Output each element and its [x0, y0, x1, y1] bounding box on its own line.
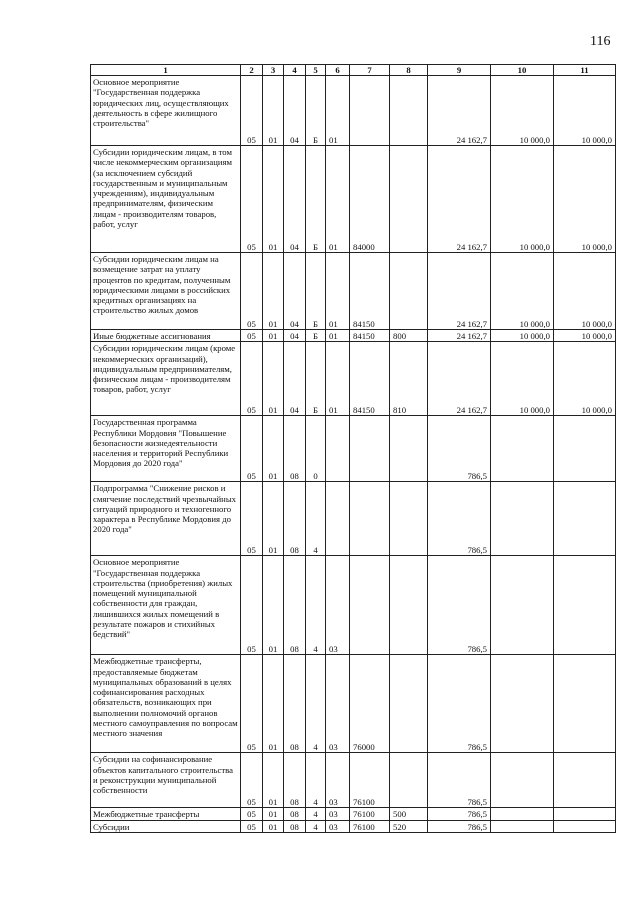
cell-direction: 84000 [350, 146, 390, 253]
cell-amount-11 [554, 556, 616, 655]
cell-section: 05 [241, 253, 263, 330]
table-row [91, 820, 616, 832]
cell-amount-9: 24 162,7 [428, 330, 491, 342]
cell-activity: 01 [326, 330, 350, 342]
cell-section: 05 [241, 482, 263, 556]
cell-amount-10 [491, 556, 554, 655]
cell-program: 04 [284, 342, 306, 416]
row-name: Основное мероприятие "Государственная поддержка строительства (приобретения) жилых помещений муниципальной собственности для граждан, лишившихся жилых помещений в результате пожаров и стихийных бедствий" [91, 556, 241, 655]
cell-expense-type [390, 753, 428, 808]
cell-subprogram: 4 [306, 820, 326, 832]
cell-direction: 76100 [350, 820, 390, 832]
cell-section: 05 [241, 416, 263, 482]
cell-amount-11: 10 000,0 [554, 253, 616, 330]
cell-activity: 03 [326, 808, 350, 820]
table-row [91, 556, 616, 655]
cell-direction: 84150 [350, 342, 390, 416]
cell-direction: 76000 [350, 655, 390, 753]
cell-direction [350, 416, 390, 482]
cell-expense-type [390, 76, 428, 146]
cell-section: 05 [241, 556, 263, 655]
cell-subsection: 01 [263, 76, 284, 146]
cell-program: 08 [284, 808, 306, 820]
row-name: Государственная программа Республики Мордовия "Повышение безопасности жизнедеятельности населения и территорий Республики Мордовия до 2020 года" [91, 416, 241, 482]
cell-direction: 76100 [350, 753, 390, 808]
cell-activity: 03 [326, 820, 350, 832]
cell-direction: 76100 [350, 808, 390, 820]
header-cell: 10 [491, 65, 554, 76]
budget-table [90, 64, 616, 833]
cell-subsection: 01 [263, 146, 284, 253]
cell-activity: 03 [326, 556, 350, 655]
cell-program: 08 [284, 482, 306, 556]
cell-subprogram: 4 [306, 753, 326, 808]
cell-amount-11 [554, 753, 616, 808]
table-row [91, 253, 616, 330]
cell-expense-type: 500 [390, 808, 428, 820]
table-row [91, 808, 616, 820]
table-row [91, 146, 616, 253]
cell-expense-type [390, 416, 428, 482]
cell-section: 05 [241, 753, 263, 808]
header-cell: 7 [350, 65, 390, 76]
cell-amount-11 [554, 416, 616, 482]
cell-subprogram: Б [306, 342, 326, 416]
cell-amount-10: 10 000,0 [491, 253, 554, 330]
cell-subprogram: 4 [306, 482, 326, 556]
cell-amount-11 [554, 482, 616, 556]
header-cell: 6 [326, 65, 350, 76]
row-name: Межбюджетные трансферты, предоставляемые бюджетам муниципальных образований в целях софинансирования расходных обязательств, возникающих при выполнении полномочий органов местного самоуправления по вопросам местного значения [91, 655, 241, 753]
cell-expense-type: 810 [390, 342, 428, 416]
cell-amount-9: 786,5 [428, 753, 491, 808]
cell-amount-9: 786,5 [428, 416, 491, 482]
cell-amount-10 [491, 808, 554, 820]
cell-amount-10: 10 000,0 [491, 342, 554, 416]
cell-program: 08 [284, 416, 306, 482]
row-name: Субсидии [91, 820, 241, 832]
table-row [91, 342, 616, 416]
cell-direction [350, 482, 390, 556]
table-row [91, 482, 616, 556]
cell-amount-9: 24 162,7 [428, 146, 491, 253]
cell-activity: 03 [326, 655, 350, 753]
cell-amount-9: 24 162,7 [428, 253, 491, 330]
cell-activity: 01 [326, 146, 350, 253]
cell-amount-10 [491, 655, 554, 753]
cell-section: 05 [241, 146, 263, 253]
cell-amount-11: 10 000,0 [554, 146, 616, 253]
header-cell: 5 [306, 65, 326, 76]
cell-subsection: 01 [263, 556, 284, 655]
cell-section: 05 [241, 655, 263, 753]
cell-activity: 01 [326, 76, 350, 146]
cell-subsection: 01 [263, 342, 284, 416]
row-name: Иные бюджетные ассигнования [91, 330, 241, 342]
cell-amount-10: 10 000,0 [491, 146, 554, 253]
cell-amount-10: 10 000,0 [491, 330, 554, 342]
cell-expense-type [390, 146, 428, 253]
cell-program: 04 [284, 76, 306, 146]
cell-subprogram: Б [306, 146, 326, 253]
header-cell: 1 [91, 65, 241, 76]
cell-amount-9: 786,5 [428, 808, 491, 820]
cell-amount-11: 10 000,0 [554, 76, 616, 146]
row-name: Подпрограмма "Снижение рисков и смягчение последствий чрезвычайных ситуаций природного и техногенного характера в Республике Мордовия до 2020 года" [91, 482, 241, 556]
cell-activity [326, 416, 350, 482]
row-name: Субсидии на софинансирование объектов капитального строительства и реконструкции муниципальной собственности [91, 753, 241, 808]
cell-amount-9: 24 162,7 [428, 342, 491, 416]
cell-program: 04 [284, 146, 306, 253]
cell-expense-type: 520 [390, 820, 428, 832]
cell-amount-9: 786,5 [428, 820, 491, 832]
cell-subsection: 01 [263, 482, 284, 556]
row-name: Субсидии юридическим лицам (кроме некоммерческих организаций), индивидуальным предпринимателям, физическим лицам - производителям товаров, работ, услуг [91, 342, 241, 416]
cell-subprogram: 4 [306, 655, 326, 753]
cell-amount-10 [491, 820, 554, 832]
cell-section: 05 [241, 330, 263, 342]
cell-program: 08 [284, 556, 306, 655]
cell-amount-10 [491, 482, 554, 556]
cell-amount-11 [554, 808, 616, 820]
cell-direction [350, 556, 390, 655]
cell-program: 08 [284, 655, 306, 753]
cell-amount-11 [554, 820, 616, 832]
cell-section: 05 [241, 808, 263, 820]
cell-direction [350, 76, 390, 146]
cell-amount-10: 10 000,0 [491, 76, 554, 146]
table-row [91, 655, 616, 753]
cell-amount-11 [554, 655, 616, 753]
header-cell: 2 [241, 65, 263, 76]
cell-activity: 01 [326, 253, 350, 330]
cell-program: 08 [284, 753, 306, 808]
cell-amount-9: 786,5 [428, 655, 491, 753]
cell-direction: 84150 [350, 253, 390, 330]
header-cell: 8 [390, 65, 428, 76]
row-name: Субсидии юридическим лицам, в том числе некоммерческим организациям (за исключением субсидий государственным и муниципальным учреждениям), индивидуальным предпринимателям, физическим лицам - производителям товаров, работ, услуг [91, 146, 241, 253]
cell-amount-9: 786,5 [428, 482, 491, 556]
cell-amount-11: 10 000,0 [554, 330, 616, 342]
cell-subprogram: Б [306, 76, 326, 146]
table-row [91, 330, 616, 342]
table-row [91, 753, 616, 808]
cell-activity [326, 482, 350, 556]
cell-subsection: 01 [263, 416, 284, 482]
cell-activity: 03 [326, 753, 350, 808]
cell-subsection: 01 [263, 330, 284, 342]
header-row [91, 65, 616, 76]
cell-subsection: 01 [263, 253, 284, 330]
cell-subprogram: Б [306, 253, 326, 330]
cell-amount-9: 24 162,7 [428, 76, 491, 146]
row-name: Субсидии юридическим лицам на возмещение затрат на уплату процентов по кредитам, полученным юридическими лицами в российских кредитных организациях на строительство жилых домов [91, 253, 241, 330]
cell-amount-10 [491, 753, 554, 808]
row-name: Основное мероприятие "Государственная поддержка юридических лиц, осуществляющих деятельность в сфере жилищного строительства" [91, 76, 241, 146]
cell-amount-9: 786,5 [428, 556, 491, 655]
header-cell: 3 [263, 65, 284, 76]
header-cell: 11 [554, 65, 616, 76]
cell-section: 05 [241, 76, 263, 146]
cell-amount-10 [491, 416, 554, 482]
cell-amount-11: 10 000,0 [554, 342, 616, 416]
cell-subprogram: Б [306, 330, 326, 342]
cell-expense-type [390, 556, 428, 655]
table-row [91, 416, 616, 482]
cell-program: 04 [284, 330, 306, 342]
cell-subsection: 01 [263, 808, 284, 820]
cell-section: 05 [241, 820, 263, 832]
cell-subprogram: 0 [306, 416, 326, 482]
cell-subsection: 01 [263, 753, 284, 808]
table-row [91, 76, 616, 146]
page-number: 116 [590, 34, 611, 49]
cell-expense-type [390, 655, 428, 753]
cell-program: 08 [284, 820, 306, 832]
header-cell: 4 [284, 65, 306, 76]
cell-expense-type [390, 253, 428, 330]
cell-subsection: 01 [263, 655, 284, 753]
cell-subprogram: 4 [306, 808, 326, 820]
cell-subsection: 01 [263, 820, 284, 832]
cell-program: 04 [284, 253, 306, 330]
header-cell: 9 [428, 65, 491, 76]
cell-section: 05 [241, 342, 263, 416]
row-name: Межбюджетные трансферты [91, 808, 241, 820]
cell-activity: 01 [326, 342, 350, 416]
cell-expense-type [390, 482, 428, 556]
cell-direction: 84150 [350, 330, 390, 342]
cell-expense-type: 800 [390, 330, 428, 342]
cell-subprogram: 4 [306, 556, 326, 655]
